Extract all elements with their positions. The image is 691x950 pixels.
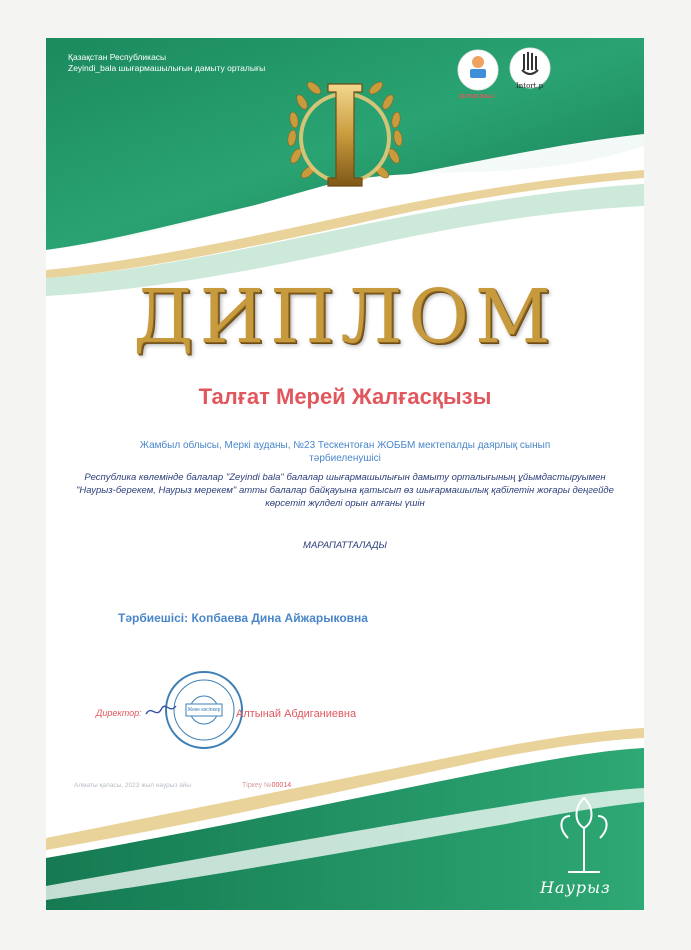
diploma-sheet [46,38,644,910]
degree-label: дәрежелі [311,188,379,204]
zeyindi-logo-caption: ZEYINDI BALA [459,94,494,100]
awarded-label: МАРАПАТТАЛАДЫ [303,540,387,551]
badge-numeral [46,78,644,79]
nauryz-logo-text: Наурыз [540,878,611,897]
registration-value: 00014 [271,782,292,789]
director-name: Алтынай Абдиганиевна [236,708,357,720]
teacher-name: Тәрбиешісі: Копбаева Дина Айжарыковна [118,611,368,625]
intort-logo-caption: Intort p [516,82,544,90]
diploma-title: ДИПЛОМ [133,274,557,360]
recipient-name: Талғат Мерей Жалғасқызы [198,384,492,409]
registration-label: Тіркеу № [242,782,272,789]
organization-name: Zeyindi_bala шығармашылығын дамыту орталығы [68,63,266,73]
award-reason: Республика көлемінде балалар "Zeyindi bala" балалар шығармашылығын дамыту орталығының ұйымдастыруымен "Наурыз-берекем, Наурыз мерекем" атты балалар байқауына қатысып өз шығармашылық қабілетін жоғары деңгейде көрсетіп жүлделі орын алғаны үшін [76,472,614,509]
country-name: Қазақстан Республикасы [68,52,167,62]
stamp-text: Жеке кәсіпкер [187,707,221,713]
zeyindi-logo [458,50,498,90]
registration-number [242,782,291,789]
school-line: Жамбыл облысы, Меркі ауданы, №23 Тескентоған ЖОББМ мектепалды даярлық сынып тәрбиеленушісі [139,440,551,464]
organization-header [68,52,265,74]
director-label: Директор: [96,708,142,718]
footer-city-date: Алматы қаласы, 2023 жыл наурыз айы [74,782,192,789]
